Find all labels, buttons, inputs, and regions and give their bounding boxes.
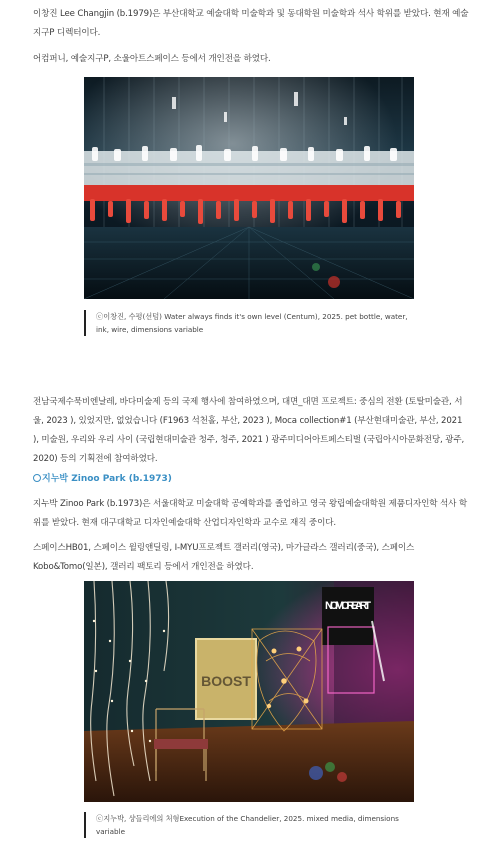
svg-text:BOOST: BOOST [201, 673, 251, 689]
artist2-bio: 지누박 Zinoo Park (b.1973)은 서울대학교 미술대학 공예학과를 졸업하고 영국 왕립예술대학원 제품디자인학 석사 학위를 받았다. 현재 대구대학교 디자인예술대학 산업디자인학과 교수로 재직 중이다. [33, 499, 468, 528]
artwork-image-chandelier [84, 581, 414, 802]
artwork-caption-1: ⓒ이창진, 수평(선텀) Water always finds it's own level (Centum), 2025. pet bottle, water, ink, wire, dimensions variable [84, 310, 414, 336]
artist1-group-exhibitions: 전남국제수묵비엔날레, 바다미술제 등의 국제 행사에 참여하였으며, 대면_대면 프로젝트: 중심의 전환 (토탈미술관, 서울, 2023 ), 있었지만, 없었습니다 (F1963 석천홀, 부산, 2023 ), Moca collection#1 (부산현대미술관, 부산, 2021 ), 미술원, 우리와 우리 사이 (국립현대미술관 청주, 청주, 2021 ) 광주미디어아트페스티벌 (국립아시아문화전당, 광주, 2020) 등의 기획전에 참여하였다. [33, 397, 465, 464]
artist2-heading [33, 471, 172, 484]
artist1-bio: 이창진 Lee Changjin (b.1979)은 부산대학교 예술대학 미술학과 및 동대학원 미술학과 석사 학위를 받았다. 현재 예술지구P 디렉터이다. [33, 9, 469, 38]
artist2-solo-exhibitions: 스페이스HB01, 스페이스 윌링앤딜링, I-MYU프로젝트 갤러리(영국), 마가글라스 갤러리(중국), 스페이스 Kobo&Tomo(일본), 갤러리 팩토리 등에서 개인전을 하였다. [33, 543, 415, 572]
artwork-caption-2: ⓒ지누박, 샹들리에의 처형Execution of the Chandelier, 2025. mixed media, dimensions variable [84, 812, 414, 838]
artwork-image-water-level [84, 77, 414, 299]
circle-bullet-icon [33, 474, 41, 482]
wall-sign-text: NO MORE ART [325, 600, 371, 612]
artist2-heading-text: 지누박 Zinoo Park (b.1973) [42, 474, 172, 484]
artist1-solo-exhibitions: 어컴퍼니, 예술지구P, 소울아트스페이스 등에서 개인전을 하였다. [33, 54, 271, 64]
